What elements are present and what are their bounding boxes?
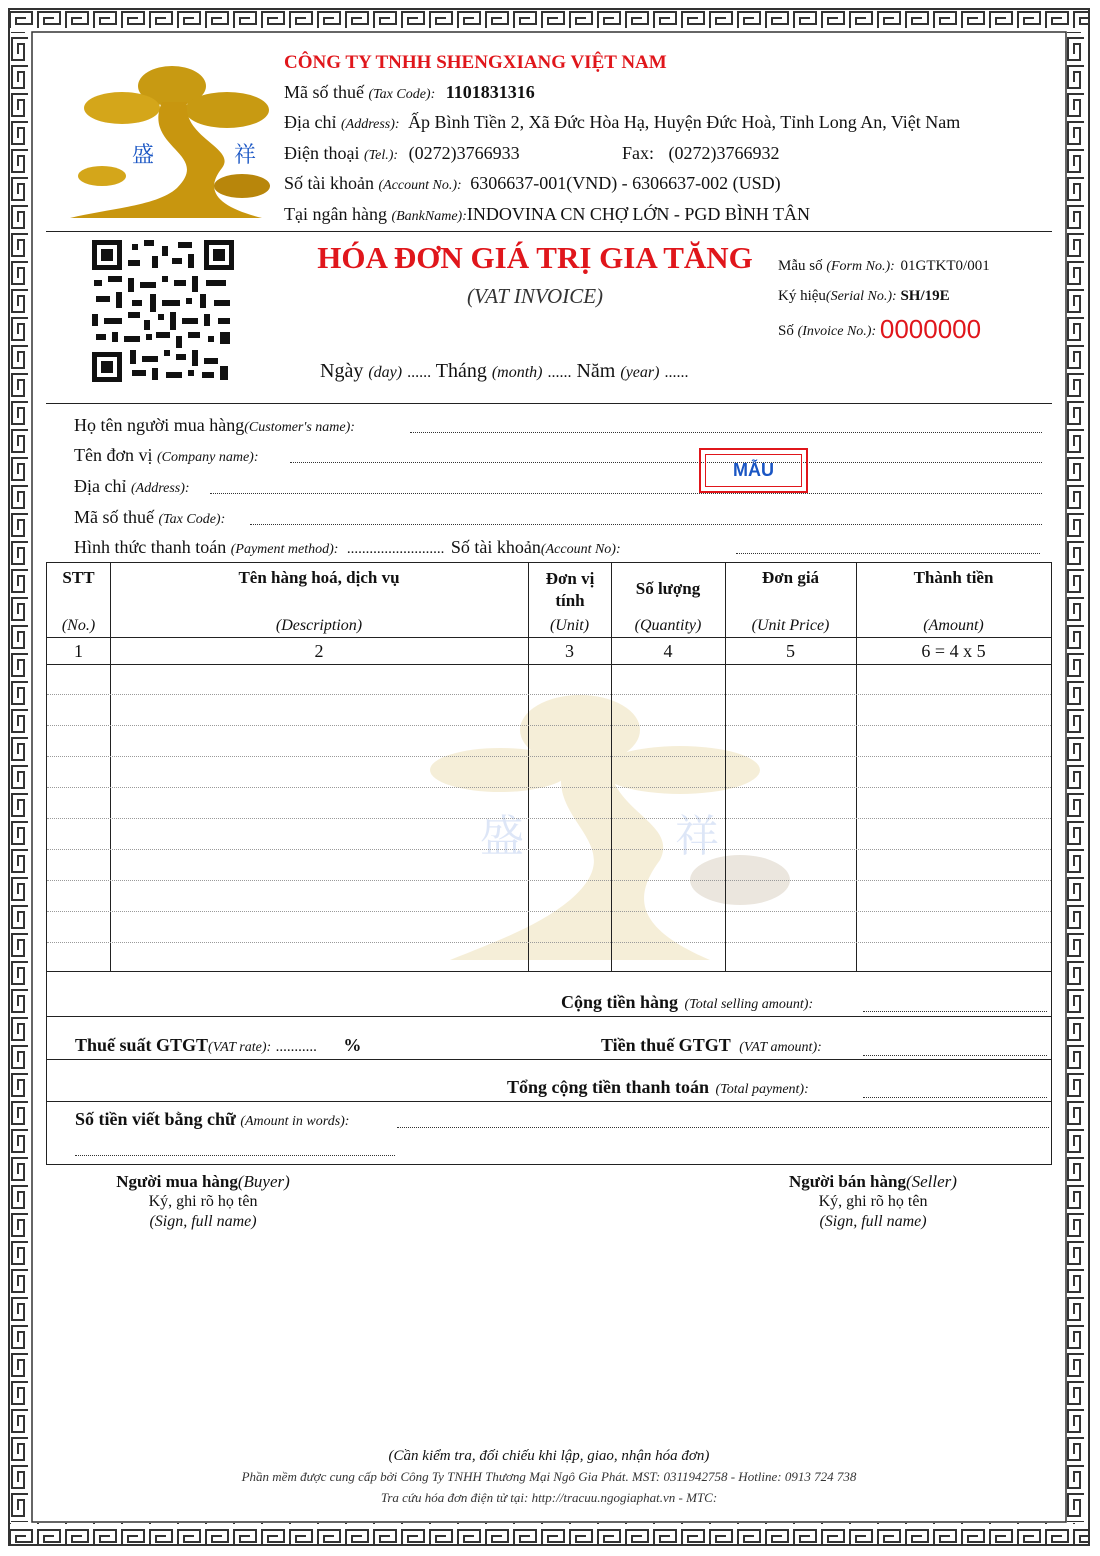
form-value: 01GTKT0/001 <box>900 258 990 274</box>
subtotal-label: Cộng tiền hàng <box>561 992 679 1012</box>
vat-amount-label: Tiền thuế GTGT <box>601 1035 731 1055</box>
tax-code-label-en: (Tax Code): <box>368 87 436 102</box>
total-payment-field[interactable] <box>863 1097 1047 1098</box>
subtotal-field[interactable] <box>863 1011 1047 1012</box>
address-value: Ấp Bình Tiền 2, Xã Đức Hòa Hạ, Huyện Đức Hoà, Tỉnh Long An, Việt Nam <box>408 112 961 132</box>
year-dots: ...... <box>664 364 689 381</box>
serial-value: SH/19E <box>900 288 950 304</box>
table-row[interactable] <box>47 880 1051 881</box>
bank-account-field[interactable] <box>736 553 1040 554</box>
day-label: Ngày <box>320 360 364 382</box>
buyer-sign-instruction-en: (Sign, full name) <box>149 1213 257 1230</box>
seller-signature <box>756 1172 990 1232</box>
invoice-title: HÓA ĐƠN GIÁ TRỊ GIA TĂNG <box>317 240 753 275</box>
total-payment-row <box>507 1077 809 1098</box>
company-name-field[interactable] <box>290 462 1042 463</box>
footer-software: Phần mềm được cung cấp bởi Công Ty TNHH Thương Mại Ngô Gia Phát. MST: 0311942758 - Hotline: 0913 724 738 <box>241 1469 857 1484</box>
amount-words-label-en: (Amount in words): <box>240 1114 350 1129</box>
invoice-subtitle: (VAT INVOICE) <box>466 284 604 308</box>
header-divider <box>46 231 1052 232</box>
table-row[interactable] <box>47 787 1051 788</box>
fax-label: Fax: <box>622 143 655 163</box>
seller-sign-instruction: Ký, ghi rõ họ tên <box>818 1193 928 1210</box>
col-header-unit-price-en: (Unit Price) <box>751 617 830 634</box>
table-row[interactable] <box>47 694 1051 695</box>
subtotal-row <box>561 992 813 1013</box>
sample-stamp-text: MẪU <box>733 460 774 480</box>
date-divider <box>46 403 1052 404</box>
col-header-amount: Thành tiền <box>913 568 994 587</box>
customer-address-label-en: (Address): <box>130 481 190 496</box>
customer-name-label-en: (Customer's name): <box>244 420 355 435</box>
bank-account-label: Số tài khoản <box>450 537 541 557</box>
qr-code <box>92 240 234 382</box>
customer-address-label: Địa chỉ <box>74 476 127 496</box>
table-row[interactable] <box>47 818 1051 819</box>
customer-address-row <box>74 476 190 497</box>
company-bank-row <box>284 204 810 225</box>
serial-number-row <box>778 288 950 305</box>
invoice-number-label-en: (Invoice No.): <box>797 324 877 339</box>
vat-amount-field[interactable] <box>863 1055 1047 1056</box>
payment-label-en: (Payment method): <box>230 542 339 557</box>
seller-sign-instruction-en: (Sign, full name) <box>819 1213 927 1230</box>
items-table <box>46 562 1052 972</box>
account-value: 6306637-001(VND) - 6306637-002 (USD) <box>470 173 781 193</box>
buyer-label: Người mua hàng <box>116 1172 238 1191</box>
col-header-amount-en: (Amount) <box>923 617 984 634</box>
vat-amount-row <box>601 1035 822 1056</box>
amount-words-label: Số tiền viết bằng chữ <box>75 1109 236 1129</box>
watermark-char-left: 盛 <box>480 812 524 861</box>
payment-dots[interactable]: .......................... <box>346 541 445 557</box>
company-fax-row <box>622 143 780 164</box>
company-address-row <box>284 112 960 133</box>
col-header-quantity-en: (Quantity) <box>634 617 702 634</box>
seller-label: Người bán hàng <box>789 1172 906 1191</box>
vat-percent: % <box>343 1035 362 1055</box>
customer-address-field[interactable] <box>210 493 1042 494</box>
company-phone-row <box>284 143 520 164</box>
address-label: Địa chỉ <box>284 112 337 132</box>
vat-rate-field[interactable]: ........... <box>275 1039 317 1055</box>
customer-name-row <box>74 415 355 436</box>
table-row[interactable] <box>47 849 1051 850</box>
customer-name-field[interactable] <box>410 432 1042 433</box>
day-label-en: (day) <box>368 364 403 381</box>
bank-label: Tại ngân hàng <box>284 204 387 224</box>
serial-label: Ký hiệu <box>778 288 826 304</box>
buyer-signature <box>86 1172 320 1232</box>
amount-words-row <box>75 1109 349 1130</box>
invoice-date-row <box>320 360 688 383</box>
table-row[interactable] <box>47 911 1051 912</box>
year-label-en: (year) <box>620 364 660 381</box>
invoice-number-label: Số <box>778 323 794 339</box>
totals-block <box>46 971 1052 1165</box>
account-label: Số tài khoản <box>284 173 374 193</box>
amount-words-field-2[interactable] <box>75 1155 395 1156</box>
col-header-description: Tên hàng hoá, dịch vụ <box>238 568 400 587</box>
month-label-en: (month) <box>491 364 543 381</box>
phone-label-en: (Tel.): <box>363 148 399 163</box>
phone-label: Điện thoại <box>284 143 360 163</box>
table-row[interactable] <box>47 725 1051 726</box>
col-header-stt-en: (No.) <box>61 617 96 634</box>
col-number-5: 5 <box>786 641 795 661</box>
vat-rate-row <box>75 1035 361 1056</box>
form-label-en: (Form No.): <box>826 259 895 274</box>
logo-char-left: 盛 <box>132 142 155 167</box>
total-payment-label-en: (Total payment): <box>715 1082 809 1097</box>
logo-char-right: 祥 <box>234 142 257 167</box>
amount-words-field[interactable] <box>397 1127 1049 1128</box>
buyer-sign-instruction: Ký, ghi rõ họ tên <box>148 1193 258 1210</box>
buyer-label-en: (Buyer) <box>237 1172 290 1191</box>
payment-row <box>74 537 621 558</box>
customer-tax-label-en: (Tax Code): <box>158 512 226 527</box>
fax-value: (0272)3766932 <box>668 143 780 163</box>
col-number-3: 3 <box>565 641 574 661</box>
col-header-unit: Đơn vị tính <box>545 569 595 610</box>
tax-code-value: 1101831316 <box>445 82 535 102</box>
company-account-row <box>284 173 781 194</box>
month-dots: ...... <box>547 364 572 381</box>
year-label: Năm <box>576 360 616 382</box>
payment-label: Hình thức thanh toán <box>74 537 227 557</box>
col-header-description-en: (Description) <box>275 617 363 634</box>
vat-rate-label: Thuế suất GTGT <box>75 1035 209 1055</box>
total-payment-label: Tổng cộng tiền thanh toán <box>507 1077 710 1097</box>
sample-stamp <box>699 448 808 493</box>
footer-notice: (Cần kiểm tra, đối chiếu khi lập, giao, nhận hóa đơn) <box>388 1448 710 1464</box>
form-label: Mẫu số <box>778 258 823 274</box>
account-label-en: (Account No.): <box>378 178 462 193</box>
bank-value: INDOVINA CN CHỢ LỚN - PGD BÌNH TÂN <box>466 204 811 224</box>
serial-label-en: (Serial No.): <box>825 289 897 304</box>
watermark-char-right: 祥 <box>675 812 719 861</box>
footer-lookup: Tra cứu hóa đơn điện tử tại: http://tracuu.ngogiaphat.vn - MTC: <box>380 1490 718 1505</box>
col-number-1: 1 <box>74 641 83 661</box>
company-tax-row <box>284 82 535 103</box>
table-row[interactable] <box>47 942 1051 943</box>
company-name-label-en: (Company name): <box>157 450 259 465</box>
company-name: CÔNG TY TNHH SHENGXIANG VIỆT NAM <box>284 52 667 73</box>
phone-value: (0272)3766933 <box>408 143 520 163</box>
col-header-unit-price: Đơn giá <box>761 568 820 587</box>
invoice-number-value: 0000000 <box>879 314 982 344</box>
day-dots: ...... <box>407 364 432 381</box>
customer-tax-row <box>74 507 225 528</box>
col-number-4: 4 <box>663 641 673 661</box>
company-name-row <box>74 445 259 466</box>
seller-label-en: (Seller) <box>905 1172 957 1191</box>
address-label-en: (Address): <box>340 117 400 132</box>
bank-label-en: (BankName): <box>391 209 467 224</box>
col-header-stt: STT <box>62 568 95 587</box>
table-row[interactable] <box>47 756 1051 757</box>
customer-tax-field[interactable] <box>250 524 1042 525</box>
col-header-quantity: Số lượng <box>635 579 701 598</box>
vat-amount-label-en: (VAT amount): <box>739 1040 822 1055</box>
col-number-2: 2 <box>314 641 324 661</box>
company-name-label: Tên đơn vị <box>74 445 153 465</box>
col-header-unit-en: (Unit) <box>549 617 590 634</box>
month-label: Tháng <box>435 360 487 382</box>
col-number-6: 6 = 4 x 5 <box>921 641 986 661</box>
customer-tax-label: Mã số thuế <box>74 507 154 527</box>
company-logo <box>62 58 274 228</box>
invoice-number-row <box>778 314 981 345</box>
form-number-row <box>778 258 990 275</box>
tax-code-label: Mã số thuế <box>284 82 364 102</box>
customer-name-label: Họ tên người mua hàng <box>74 415 245 435</box>
subtotal-label-en: (Total selling amount): <box>684 997 814 1012</box>
vat-rate-label-en: (VAT rate): <box>208 1040 272 1055</box>
bank-account-label-en: (Account No): <box>540 542 621 557</box>
